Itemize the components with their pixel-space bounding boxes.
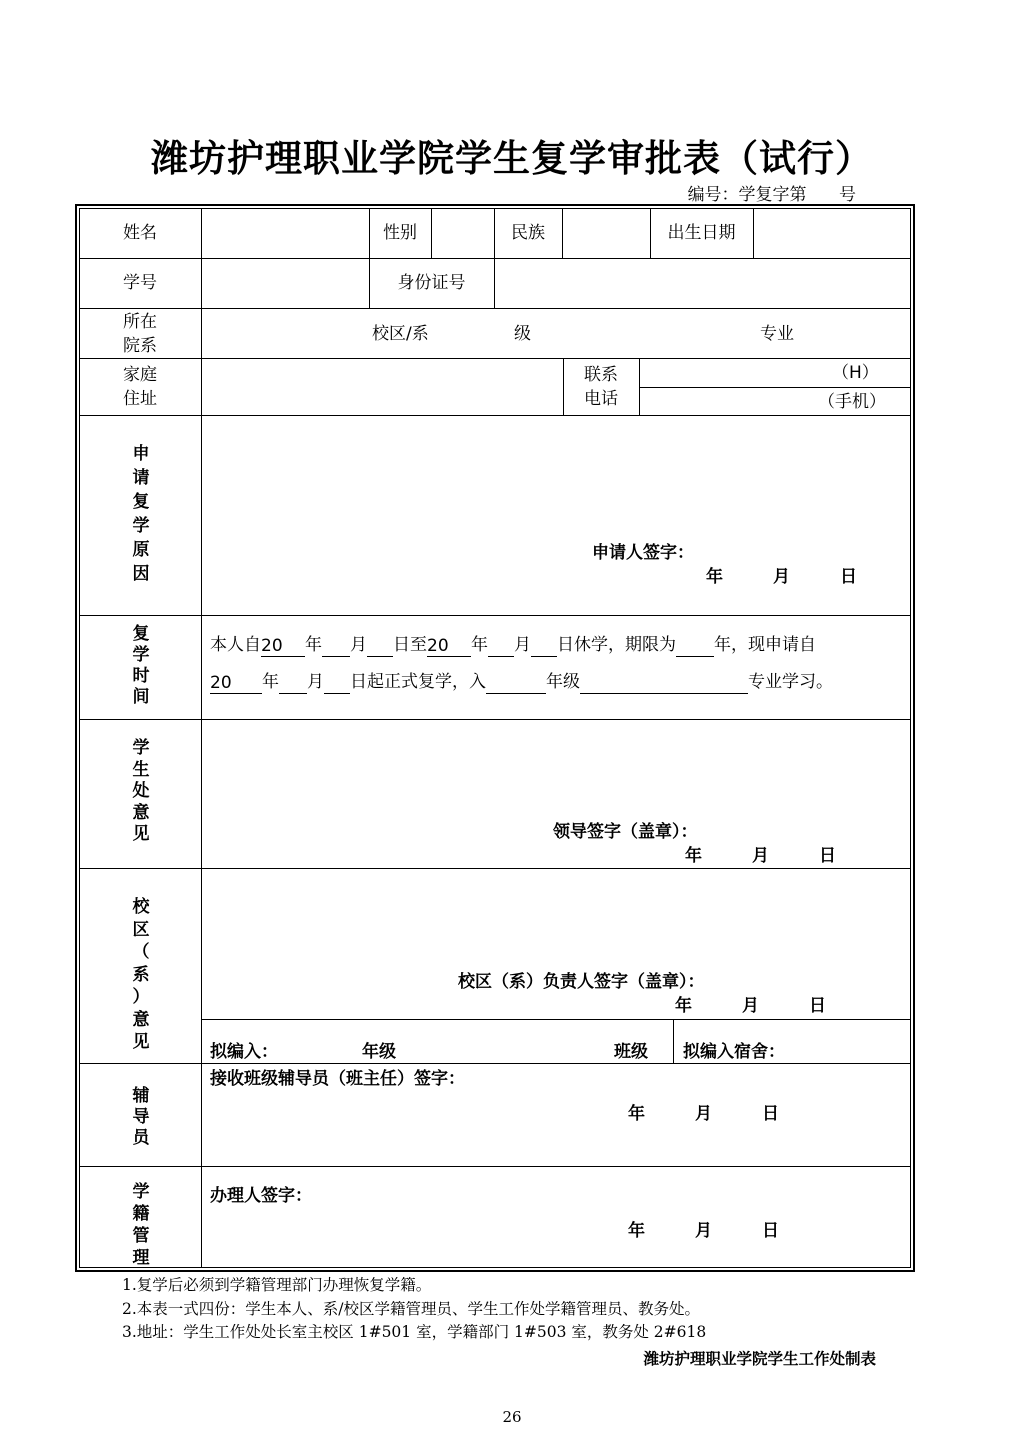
date-month: 月 <box>695 1221 712 1241</box>
address-label-line1: 家庭 <box>123 365 157 385</box>
department-label-line2: 院系 <box>123 336 157 356</box>
reason-section-label: 申 请 复 学 原 因 <box>132 444 150 584</box>
campus-field-label: 校区/系 <box>372 324 429 344</box>
row-divider <box>79 358 911 359</box>
phone-label-line2: 电话 <box>584 389 618 409</box>
major-field-label: 专业 <box>760 324 794 344</box>
name-label: 姓名 <box>123 223 157 243</box>
form-issuer: 潍坊护理职业学院学生工作处制表 <box>643 1350 876 1368</box>
period-section-label: 复 学 时 间 <box>132 624 150 707</box>
date-day: 日 <box>809 996 826 1016</box>
note-item: 2.本表一式四份：学生本人、系/校区学籍管理员、学生工作处学籍管理员、教务处。 <box>122 1299 701 1318</box>
handler-signature-label: 办理人签字： <box>210 1186 312 1206</box>
date-year: 年 <box>675 996 692 1016</box>
inner-border <box>79 208 911 1268</box>
note-item: 1.复学后必须到学籍管理部门办理恢复学籍。 <box>122 1276 432 1294</box>
gender-label: 性别 <box>383 223 417 243</box>
mobile-phone-label: （手机） <box>818 392 886 412</box>
period-line-2: 20 年 月 日起正式复学，入 年级 专业学习。 <box>210 672 833 693</box>
date-day: 日 <box>762 1104 779 1124</box>
col-divider <box>639 358 640 415</box>
counselor-signature-label: 接收班级辅导员（班主任）签字： <box>210 1069 465 1089</box>
col-divider <box>562 208 563 258</box>
birth-date-label: 出生日期 <box>667 223 736 243</box>
row-divider <box>201 1019 911 1020</box>
col-divider <box>673 1019 674 1063</box>
row-divider <box>79 719 911 720</box>
date-day: 日 <box>819 846 836 866</box>
row-divider <box>79 868 911 869</box>
label-column-divider <box>201 208 202 1268</box>
period-line-1: 本人自20 年 月 日至20 年 月 日休学，期限为 年，现申请自 <box>210 635 816 656</box>
student-id-label: 学号 <box>123 273 157 293</box>
note-item: 3.地址：学生工作处处长室主校区 1#501 室，学籍部门 1#503 室，教务处 2#618 <box>122 1323 707 1341</box>
date-month: 月 <box>695 1104 712 1124</box>
leader-signature-label: 领导签字（盖章）： <box>553 822 698 842</box>
page-number: 26 <box>502 1408 522 1426</box>
id-card-label: 身份证号 <box>397 273 466 293</box>
date-year: 年 <box>628 1104 645 1124</box>
grade-field-label: 级 <box>514 324 531 344</box>
registry-section-label: 学 籍 管 理 <box>132 1182 150 1268</box>
notes-list <box>122 1274 706 1345</box>
ethnicity-label: 民族 <box>511 223 545 243</box>
date-year: 年 <box>628 1221 645 1241</box>
date-year: 年 <box>706 567 723 587</box>
row-divider <box>79 1166 911 1167</box>
date-month: 月 <box>742 996 759 1016</box>
form-title: 潍坊护理职业学院学生复学审批表（试行） <box>151 137 873 180</box>
serial-number: 编号：学复字第 号 <box>687 185 856 205</box>
row-divider <box>79 415 911 416</box>
department-label-line1: 所在 <box>123 312 157 332</box>
approval-form-table <box>75 204 915 1272</box>
applicant-signature-label: 申请人签字： <box>592 543 694 563</box>
date-year: 年 <box>685 846 702 866</box>
row-divider <box>79 258 911 259</box>
date-day: 日 <box>762 1221 779 1241</box>
col-divider <box>753 208 754 258</box>
home-phone-label: （H） <box>832 363 879 383</box>
address-label-line2: 住址 <box>123 389 157 409</box>
class-assignment-line: 拟编入： 年级 班级 <box>210 1042 648 1062</box>
campus-opinion-section-label: 校 区 （ 系 ） 意 见 <box>132 897 150 1052</box>
campus-head-signature-label: 校区（系）负责人签字（盖章）： <box>458 972 705 992</box>
row-divider <box>79 615 911 616</box>
date-day: 日 <box>840 567 857 587</box>
date-month: 月 <box>773 567 790 587</box>
student-office-section-label: 学 生 处 意 见 <box>132 738 150 844</box>
col-divider <box>431 208 432 258</box>
counselor-section-label: 辅 导 员 <box>132 1086 150 1148</box>
row-divider <box>639 387 911 388</box>
date-month: 月 <box>752 846 769 866</box>
row-divider <box>79 308 911 309</box>
phone-label-line1: 联系 <box>584 365 618 385</box>
dorm-assignment-label: 拟编入宿舍： <box>683 1042 785 1062</box>
